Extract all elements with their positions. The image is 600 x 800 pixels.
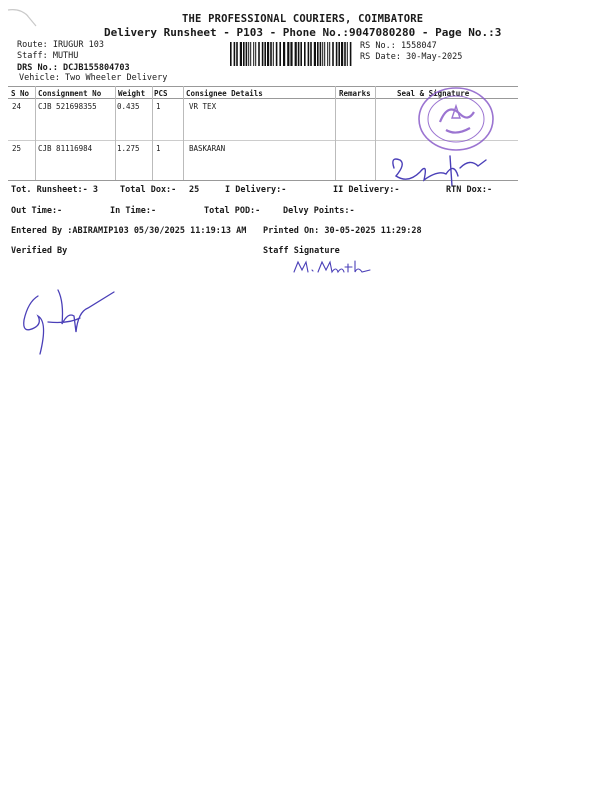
col-header-remarks: Remarks — [339, 89, 371, 98]
rtn-dox-label: RTN Dox:- — [446, 185, 493, 195]
total-dox-label: Total Dox:- — [120, 185, 177, 195]
col-header-seal: Seal & Signature — [397, 89, 470, 98]
i-delivery-label: I Delivery:- — [225, 185, 287, 195]
route-label: Route: IRUGUR 103 — [17, 40, 104, 50]
tot-runsheet: Tot. Runsheet:- 3 — [11, 185, 98, 195]
total-dox-value: 25 — [189, 185, 200, 195]
col-header-sno: S No — [11, 89, 30, 98]
in-time-label: In Time:- — [110, 206, 157, 216]
total-pod-label: Total POD:- — [204, 206, 261, 216]
verified-by-label: Verified By — [11, 246, 68, 256]
row-weight: 1.275 — [117, 144, 140, 153]
rs-number: RS No.: 1558047 — [360, 41, 437, 51]
vehicle-label: Vehicle: Two Wheeler Delivery — [19, 73, 168, 83]
drs-number: DRS No.: DCJB155804703 — [17, 63, 130, 73]
row-sno: 24 — [12, 102, 22, 111]
scan-mark — [6, 4, 42, 28]
barcode — [230, 42, 355, 66]
row-weight: 0.435 — [117, 102, 140, 111]
row-pcs: 1 — [156, 144, 161, 153]
row-pcs: 1 — [156, 102, 161, 111]
row-consignee: VR TEX — [189, 102, 217, 111]
delvy-points-label: Delvy Points:- — [283, 206, 355, 216]
col-header-pcs: PCS — [154, 89, 168, 98]
col-header-weight: Weight — [118, 89, 146, 98]
out-time-label: Out Time:- — [11, 206, 63, 216]
staff-label: Staff: MUTHU — [17, 51, 79, 61]
entered-by: Entered By :ABIRAMIP103 05/30/2025 11:19:13 AM — [11, 226, 247, 236]
row-sno: 25 — [12, 144, 22, 153]
staff-signature-label: Staff Signature — [263, 246, 340, 256]
printed-on: Printed On: 30-05-2025 11:29:28 — [263, 226, 422, 236]
col-header-consignee: Consignee Details — [186, 89, 263, 98]
seal-stamp — [412, 84, 498, 154]
row-consignment: CJB 521698355 — [38, 102, 97, 111]
col-header-consignment: Consignment No — [38, 89, 102, 98]
runsheet-subtitle: Delivery Runsheet - P103 - Phone No.:9047080280 - Page No.:3 — [104, 26, 502, 39]
verifier-signature — [18, 282, 128, 362]
ii-delivery-label: II Delivery:- — [333, 185, 400, 195]
rs-date: RS Date: 30-May-2025 — [360, 52, 463, 62]
staff-signature — [292, 258, 372, 278]
row-consignment: CJB 81116984 — [38, 144, 93, 153]
company-title: THE PROFESSIONAL COURIERS, COIMBATORE — [182, 13, 424, 25]
row-consignee: BASKARAN — [189, 144, 226, 153]
